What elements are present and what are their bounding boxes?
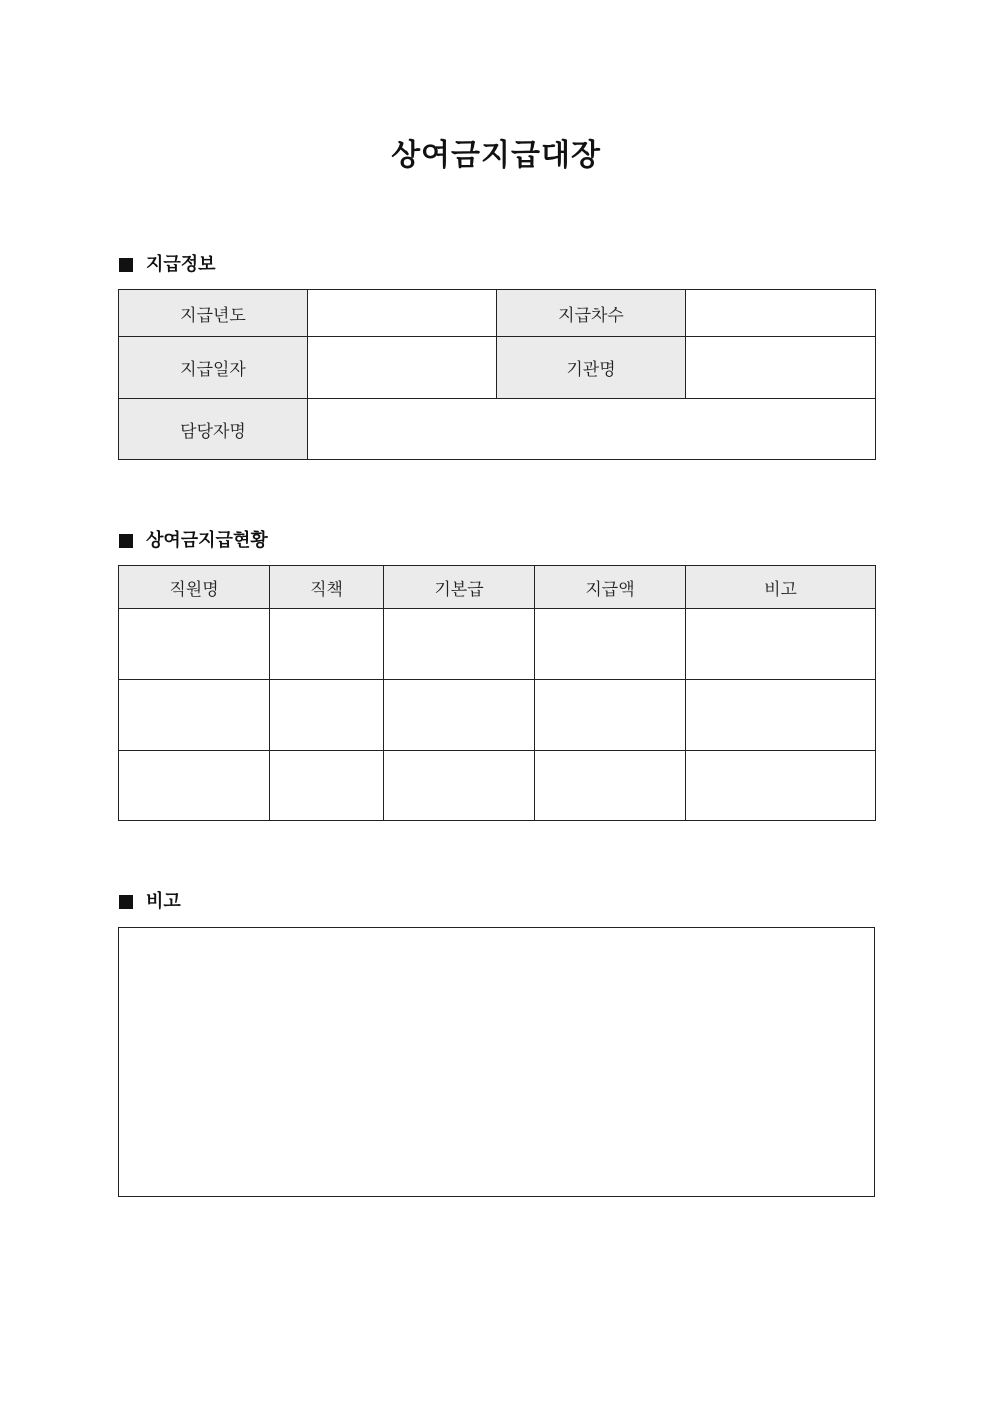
- organization-name-value[interactable]: [686, 337, 876, 399]
- bonus-status-heading: [119, 529, 268, 553]
- payment-info-row: [119, 290, 876, 337]
- remarks-cell[interactable]: [686, 680, 876, 751]
- square-bullet-icon: [119, 895, 133, 909]
- column-header-remarks: 비고: [686, 566, 876, 609]
- payment-round-label: 지급차수: [497, 290, 686, 337]
- remarks-heading: [119, 890, 181, 914]
- bonus-status-table: [118, 565, 876, 821]
- column-header-employee-name: 직원명: [119, 566, 270, 609]
- payment-info-heading-text: 지급정보: [146, 254, 216, 275]
- employee-name-cell[interactable]: [119, 751, 270, 821]
- payment-date-label: 지급일자: [119, 337, 308, 399]
- manager-name-value[interactable]: [308, 399, 876, 460]
- position-cell[interactable]: [270, 609, 384, 680]
- column-header-base-salary: 기본급: [384, 566, 535, 609]
- position-cell[interactable]: [270, 680, 384, 751]
- organization-name-label: 기관명: [497, 337, 686, 399]
- payment-info-table: [118, 289, 876, 460]
- payment-year-label: 지급년도: [119, 290, 308, 337]
- employee-name-cell[interactable]: [119, 609, 270, 680]
- payment-amount-cell[interactable]: [535, 751, 686, 821]
- base-salary-cell[interactable]: [384, 680, 535, 751]
- payment-date-value[interactable]: [308, 337, 497, 399]
- payment-info-row: [119, 399, 876, 460]
- employee-name-cell[interactable]: [119, 680, 270, 751]
- payment-amount-cell[interactable]: [535, 609, 686, 680]
- payment-round-value[interactable]: [686, 290, 876, 337]
- manager-name-label: 담당자명: [119, 399, 308, 460]
- table-row: [119, 751, 876, 821]
- base-salary-cell[interactable]: [384, 609, 535, 680]
- payment-info-row: [119, 337, 876, 399]
- square-bullet-icon: [119, 258, 133, 272]
- document-title: 상여금지급대장: [391, 138, 601, 173]
- payment-amount-cell[interactable]: [535, 680, 686, 751]
- table-row: [119, 680, 876, 751]
- bonus-status-heading-text: 상여금지급현황: [146, 530, 268, 551]
- position-cell[interactable]: [270, 751, 384, 821]
- base-salary-cell[interactable]: [384, 751, 535, 821]
- column-header-position: 직책: [270, 566, 384, 609]
- remarks-cell[interactable]: [686, 609, 876, 680]
- payment-year-value[interactable]: [308, 290, 497, 337]
- remarks-heading-text: 비고: [146, 891, 181, 912]
- payment-info-heading: [119, 253, 216, 277]
- remarks-box[interactable]: [118, 927, 875, 1197]
- table-row: [119, 609, 876, 680]
- square-bullet-icon: [119, 534, 133, 548]
- column-header-payment-amount: 지급액: [535, 566, 686, 609]
- remarks-cell[interactable]: [686, 751, 876, 821]
- bonus-status-header-row: [119, 566, 876, 609]
